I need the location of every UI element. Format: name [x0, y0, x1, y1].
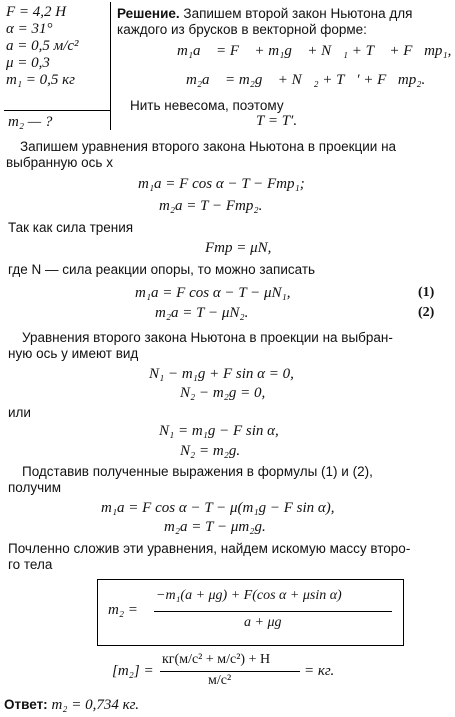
thread-text: Нить невесома, поэтому	[130, 98, 284, 113]
units-rhs: = кг.	[304, 663, 335, 679]
solution-heading: Решение.	[117, 6, 180, 21]
or-text: или	[8, 405, 31, 420]
given-angle: α = 31°	[6, 21, 53, 37]
equation-1-number: (1)	[418, 285, 435, 300]
given-divider-horizontal	[4, 110, 110, 111]
projection-x-line-2: выбранную ось x	[6, 155, 113, 170]
equation-1: m₁a = F cos α − T − μN₁,	[135, 285, 291, 301]
equation-vector-1: m₁a⃗ = F⃗ + m₁g⃗ + N⃗₁ + T⃗ + F⃗тр₁,	[177, 43, 452, 59]
final-formula-denominator: a + μg	[244, 615, 282, 630]
solution-intro-text-1: Запишем второй закон Ньютона для	[183, 6, 413, 21]
answer-value: m₂ = 0,734 кг.	[51, 697, 140, 713]
equation-2: m₂a = T − μN₂.	[155, 305, 249, 321]
equation-N2: N₂ = m₂g.	[180, 443, 241, 459]
given-unknown: m₂ — ?	[8, 114, 53, 130]
final-formula-numerator: −m₁(a + μg) + F(cos α + μsin α)	[156, 588, 342, 603]
units-denominator: м/с²	[208, 673, 232, 688]
units-fraction-bar	[160, 671, 300, 672]
equation-y-2: N₂ − m₂g = 0,	[180, 385, 266, 401]
given-friction-coefficient: μ = 0,3	[6, 55, 50, 71]
equation-x-1: m₁a = F cos α − T − Fтр₁;	[138, 176, 305, 192]
equation-tension: T = T′.	[256, 113, 298, 129]
given-mass-1: m₁ = 0,5 кг	[6, 72, 76, 88]
substitution-line-2: получим	[8, 480, 62, 495]
addition-line-2: го тела	[8, 557, 53, 572]
given-block	[6, 4, 106, 89]
projection-x-line-1: Запишем уравнения второго закона Ньютона в проекции на	[20, 139, 397, 154]
answer-label: Ответ:	[4, 697, 48, 712]
given-acceleration: a = 0,5 м/с²	[6, 38, 79, 54]
solution-intro-line-1	[117, 6, 412, 22]
equation-friction: Fтр = μN,	[205, 240, 272, 256]
projection-y-line-1: Уравнения второго закона Ньютона в проекции на выбран-	[22, 330, 393, 345]
final-formula-fraction-bar	[154, 611, 392, 612]
friction-text: Так как сила трения	[8, 220, 134, 235]
equation-N1: N₁ = m₁g − F sin α,	[159, 423, 279, 439]
projection-y-line-2: ную ось y имеют вид	[8, 346, 139, 361]
final-formula-lhs: m₂ =	[108, 602, 138, 618]
equation-2-number: (2)	[418, 305, 435, 320]
given-force: F = 4,2 Н	[6, 4, 67, 20]
units-numerator: кг(м/с² + м/с²) + Н	[162, 652, 271, 667]
equation-x-2: m₂a = T − Fтр₂.	[159, 198, 263, 214]
substitution-line-1: Подставив полученные выражения в формулы (1) и (2),	[22, 464, 373, 479]
given-divider-vertical	[110, 2, 111, 130]
solution-intro-line-2: каждого из брусков в векторной форме:	[117, 22, 367, 37]
where-text: где N — сила реакции опоры, то можно записать	[8, 262, 316, 277]
answer-line	[4, 697, 139, 713]
equation-substituted-1: m₁a = F cos α − T − μ(m₁g − F sin α),	[101, 500, 335, 516]
units-lhs: [m₂] =	[112, 663, 154, 679]
addition-line-1: Почленно сложив эти уравнения, найдем искомую массу второ-	[8, 541, 411, 556]
equation-substituted-2: m₂a = T − μm₂g.	[164, 519, 266, 535]
equation-y-1: N₁ − m₁g + F sin α = 0,	[149, 366, 294, 382]
equation-vector-2: m₂a⃗ = m₂g⃗ + N⃗₂ + T⃗′ + F⃗тр₂.	[186, 72, 426, 88]
final-formula-box	[97, 579, 404, 646]
